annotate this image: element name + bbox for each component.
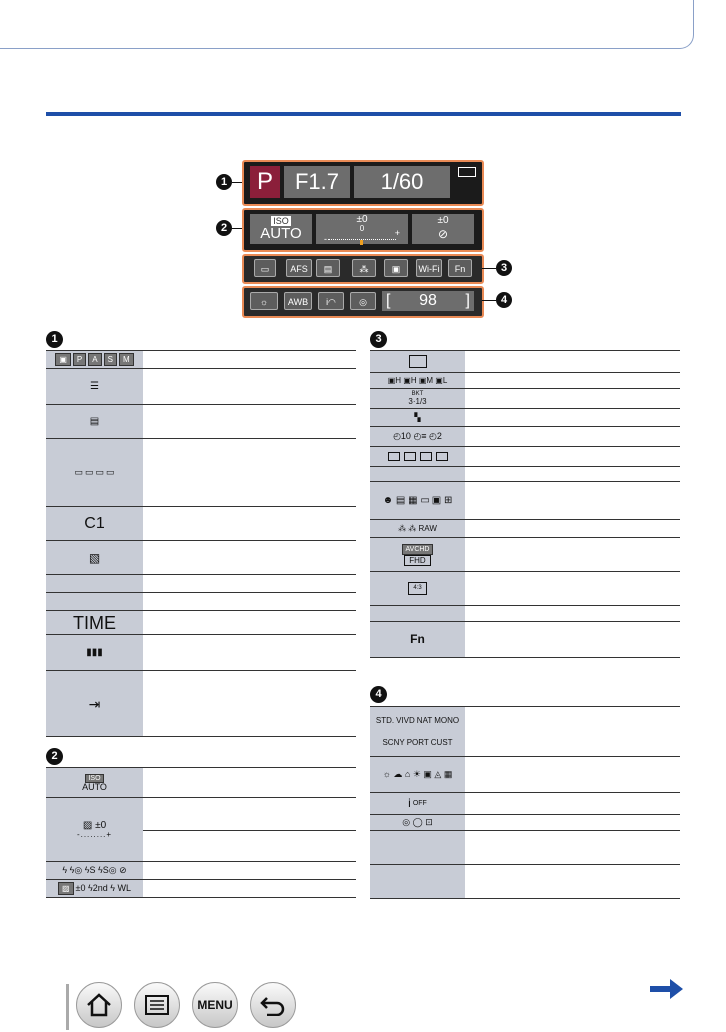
blank-icon (370, 467, 465, 481)
table-row (370, 707, 680, 757)
section-1-glyph: P (73, 353, 86, 366)
self-timer-icons: ◴10 ◴≡ ◴2 (370, 427, 465, 446)
table-row (46, 405, 356, 439)
section-1-number: 1 (46, 331, 63, 348)
section-4-number: 4 (370, 686, 387, 703)
table-row (370, 606, 680, 622)
photo-style-icon: ☼ (250, 292, 278, 310)
table-row (370, 389, 680, 409)
exposure-scale-icon (46, 798, 143, 861)
section-1-glyph: S (104, 353, 117, 366)
section-3-number: 3 (370, 331, 387, 348)
table-row (46, 575, 356, 593)
contents-button[interactable] (134, 982, 180, 1028)
table-row (46, 351, 356, 369)
metering-icon: ◎ (350, 292, 376, 310)
scale-pointer (360, 240, 363, 245)
battery-icon (458, 167, 476, 177)
section-3-heading (370, 329, 387, 348)
section-3-table (370, 350, 680, 658)
aperture-value: F1.7 (284, 166, 350, 198)
next-arrow-icon (648, 978, 684, 1000)
fn-icon: Fn (370, 622, 465, 657)
blank-icon (370, 606, 465, 621)
footer-rule (66, 984, 69, 1030)
callout-3: 3 (496, 260, 512, 276)
shutter-value: 1/60 (354, 166, 450, 198)
callout-2-line (232, 228, 242, 229)
section-1-heading (46, 329, 63, 348)
af-area-icon: ▤ (316, 259, 340, 277)
flash-comp-value: ±0 (437, 215, 449, 226)
iso-value: AUTO (260, 225, 302, 242)
section-1-icon-cell (46, 351, 143, 368)
contents-icon (144, 994, 170, 1016)
section-1-glyph: C1 (84, 514, 105, 532)
post-focus-icon: ▚ (370, 409, 465, 426)
wifi-icon: Wi-Fi (416, 259, 442, 277)
table-row (370, 409, 680, 427)
row-divider (143, 830, 356, 831)
shots-value: 98 (419, 292, 437, 309)
burst-icons: ▣H ▣H ▣M ▣L (370, 373, 465, 388)
section-1-glyph: ▭ (95, 467, 105, 477)
iso-value: AUTO (82, 781, 107, 792)
single-drive-icon (370, 351, 465, 372)
section-1-table (46, 350, 356, 737)
table-row (46, 768, 356, 798)
aspect-ratio-icon: 4:3 (370, 572, 465, 605)
photo-style-icons: STD. VIVD NAT MONO SCNY PORT CUST (370, 707, 465, 756)
ev-value: ▨ ±0 (82, 819, 107, 831)
ev-scale: -........+ (76, 829, 113, 839)
blank-icon (370, 865, 465, 898)
scale-minus: - (324, 234, 327, 244)
header-tab (0, 0, 694, 49)
table-row (370, 447, 680, 467)
monitor-row-4 (242, 286, 484, 318)
table-row (370, 865, 680, 899)
table-row (370, 373, 680, 389)
table-row (46, 369, 356, 405)
flash-off-icon: ⊘ (437, 227, 449, 241)
section-4-table (370, 706, 680, 899)
iso-label: ISO (271, 216, 291, 226)
callout-1-line (232, 182, 242, 183)
callout-3-line (482, 268, 496, 269)
section-1-glyph: ▭ (84, 467, 94, 477)
table-row (46, 880, 356, 898)
section-2-table (46, 767, 356, 898)
section-1-glyph: ▮▮▮ (86, 646, 103, 658)
table-row (370, 757, 680, 793)
table-row (370, 482, 680, 520)
blank-icon (370, 831, 465, 864)
section-1-icon-cell (46, 405, 143, 438)
section-1-glyph: ▤ (89, 415, 100, 427)
section-1-icon-cell (46, 575, 143, 592)
next-page-button[interactable] (648, 978, 684, 1005)
table-row (370, 520, 680, 538)
table-row (46, 671, 356, 737)
afs-icon: AFS (286, 259, 312, 277)
callout-4-line (482, 300, 496, 301)
idynamic-off-icon: i OFF (370, 793, 465, 814)
bracket-open: [ (386, 292, 391, 309)
section-1-glyph: A (88, 353, 101, 366)
exposure-scale (316, 214, 408, 244)
fn-icon: Fn (448, 259, 472, 277)
table-row (370, 831, 680, 865)
back-button[interactable] (250, 982, 296, 1028)
ev-value: ±0 (356, 214, 368, 225)
section-1-glyph: ▭ (106, 467, 115, 477)
table-row (46, 635, 356, 671)
section-4-heading (370, 684, 387, 703)
monitor-row-1 (242, 160, 484, 206)
table-row (370, 427, 680, 447)
awb-icon: AWB (284, 292, 312, 310)
scale-zero: 0 (359, 224, 365, 233)
iso-indicator (250, 214, 312, 244)
section-2-heading (46, 746, 63, 765)
table-row (370, 793, 680, 815)
section-1-icon-cell (46, 439, 143, 506)
section-1-glyph: ▭ (74, 467, 83, 477)
flash-comp-icons: ▨ ±0 ϟ2nd ϟ WL (46, 880, 143, 897)
table-row (370, 572, 680, 606)
idynamic-icon: i◠ (318, 292, 344, 310)
bracket-icon: BKT 3·1/3 (370, 389, 465, 408)
single-drive-icon: ▭ (254, 259, 276, 277)
section-1-glyph: ⇥ (88, 695, 101, 712)
bracket-close: ] (465, 292, 470, 309)
section-2-number: 2 (46, 748, 63, 765)
remaining-shots (382, 291, 474, 311)
callout-1: 1 (216, 174, 232, 190)
rec-size-icon: ▣ (384, 259, 408, 277)
video-format-icon: AVCHD FHD (370, 538, 465, 571)
table-row (46, 541, 356, 575)
menu-button[interactable]: MENU (192, 982, 238, 1028)
iso-auto-icon (46, 768, 143, 797)
section-1-glyph: M (119, 353, 134, 366)
table-row (46, 439, 356, 507)
section-1-icon-cell (46, 611, 143, 634)
callout-2: 2 (216, 220, 232, 236)
section-1-icon-cell (46, 671, 143, 736)
mode-p: P (250, 166, 280, 198)
table-row (370, 351, 680, 373)
table-row (46, 611, 356, 635)
back-icon (259, 994, 287, 1016)
section-1-icon-cell (46, 507, 143, 540)
section-1-icon-cell (46, 541, 143, 574)
flash-indicator (412, 214, 474, 244)
section-1-icon-cell (46, 635, 143, 670)
section-1-glyph: TIME (73, 613, 116, 633)
table-row (370, 815, 680, 831)
home-button[interactable] (76, 982, 122, 1028)
section-1-icon-cell (46, 593, 143, 610)
iso-label: ISO (85, 774, 103, 783)
quality-icon: ⁂ (352, 259, 376, 277)
section-1-icon-cell (46, 369, 143, 404)
table-row (46, 862, 356, 880)
section-1-glyph: ▧ (88, 550, 101, 565)
table-row (370, 538, 680, 572)
af-mode-icons: ☻ ▤ ▦ ▭ ▣ ⊞ (370, 482, 465, 519)
table-row (46, 798, 356, 862)
quality-icons: ⁂ ⁂ RAW (370, 520, 465, 537)
section-1-glyph: ☰ (90, 380, 99, 392)
metering-icons: ◎ ◯ ⊡ (370, 815, 465, 830)
title-rule (46, 112, 681, 116)
table-row (370, 467, 680, 482)
monitor-row-2 (242, 208, 484, 252)
monitor-row-3 (242, 254, 484, 284)
flash-mode-icons: ϟ ϟ◎ ϟS ϟS◎ ⊘ (46, 862, 143, 879)
callout-4: 4 (496, 292, 512, 308)
home-icon (85, 992, 113, 1018)
scale-plus: + (394, 228, 400, 238)
section-1-glyph: ▣ (55, 353, 71, 366)
table-row (46, 507, 356, 541)
white-balance-icons: ☼ ☁ ⌂ ☀ ▣ ◬ ▦ (370, 757, 465, 792)
table-row (46, 593, 356, 611)
panorama-icons (370, 447, 465, 466)
table-row (370, 622, 680, 658)
